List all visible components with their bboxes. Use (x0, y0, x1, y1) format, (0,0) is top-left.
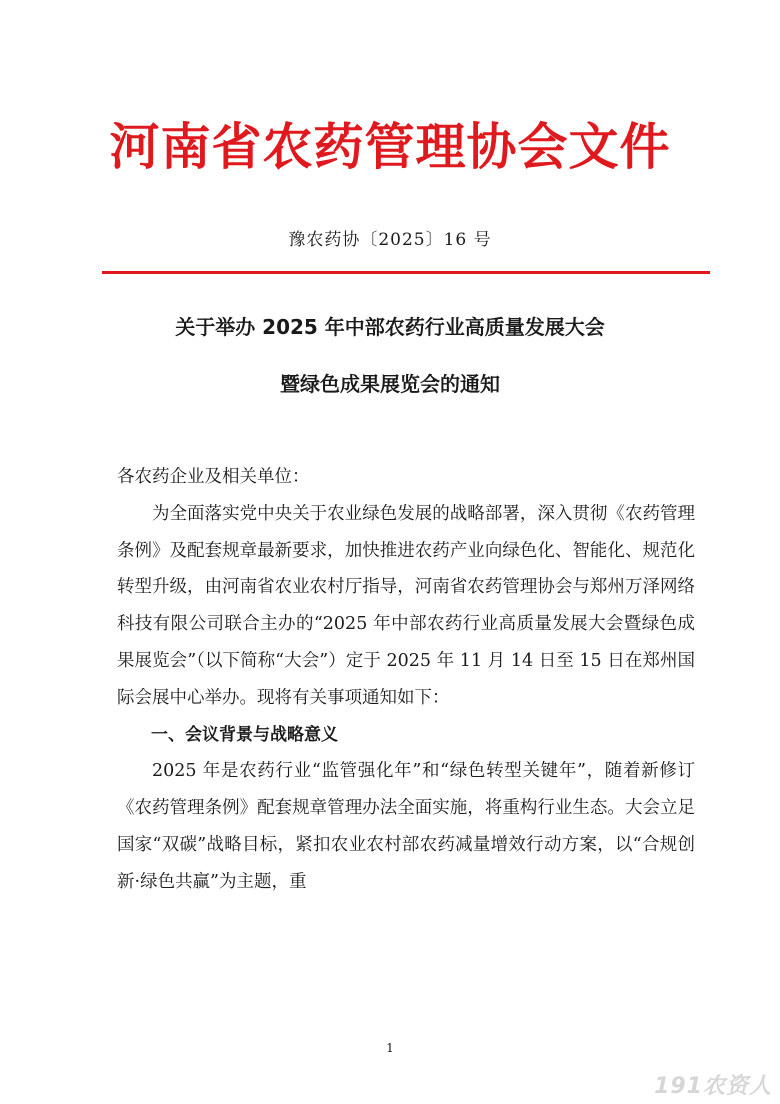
paragraph-background: 2025 年是农药行业“监管强化年”和“绿色转型关键年”，随着新修订《农药管理条例》配套规章管理办法全面实施，将重构行业生态。大会立足国家“双碳”战略目标，紧扣农业农村部农药减量增效行动方案，以“合规创新·绿色共赢”为主题，重 (117, 761, 695, 892)
document-number: 豫农药协〔2025〕16 号 (288, 230, 492, 250)
notice-title-line-1: 关于举办 2025 年中部农药行业高质量发展大会 (175, 315, 605, 339)
section-heading-1: 一、会议背景与战略意义 (151, 724, 338, 745)
paragraph-intro: 为全面落实党中央关于农业绿色发展的战略部署，深入贯彻《农药管理条例》及配套规章最新要求，加快推进农药产业向绿色化、智能化、规范化转型升级，由河南省农业农村厅指导，河南省农药管理协会与郑州万泽网络科技有限公司联合主办的“2025 年中部农药行业高质量发展大会暨绿色成果展览会”（以下简称“大会”）定于 2025 年 11 月 14 日至 15 日在郑州国际会展中心举办。现将有关事项通知如下： (117, 503, 695, 708)
red-divider-line (102, 271, 710, 274)
document-body (117, 459, 695, 901)
org-title: 河南省农药管理协会文件 (109, 117, 671, 176)
notice-title-line-2: 暨绿色成果展览会的通知 (280, 372, 500, 396)
page-number: 1 (386, 1041, 394, 1055)
watermark-logo: 191农资人 (654, 1074, 772, 1099)
salutation: 各农药企业及相关单位： (117, 467, 310, 487)
